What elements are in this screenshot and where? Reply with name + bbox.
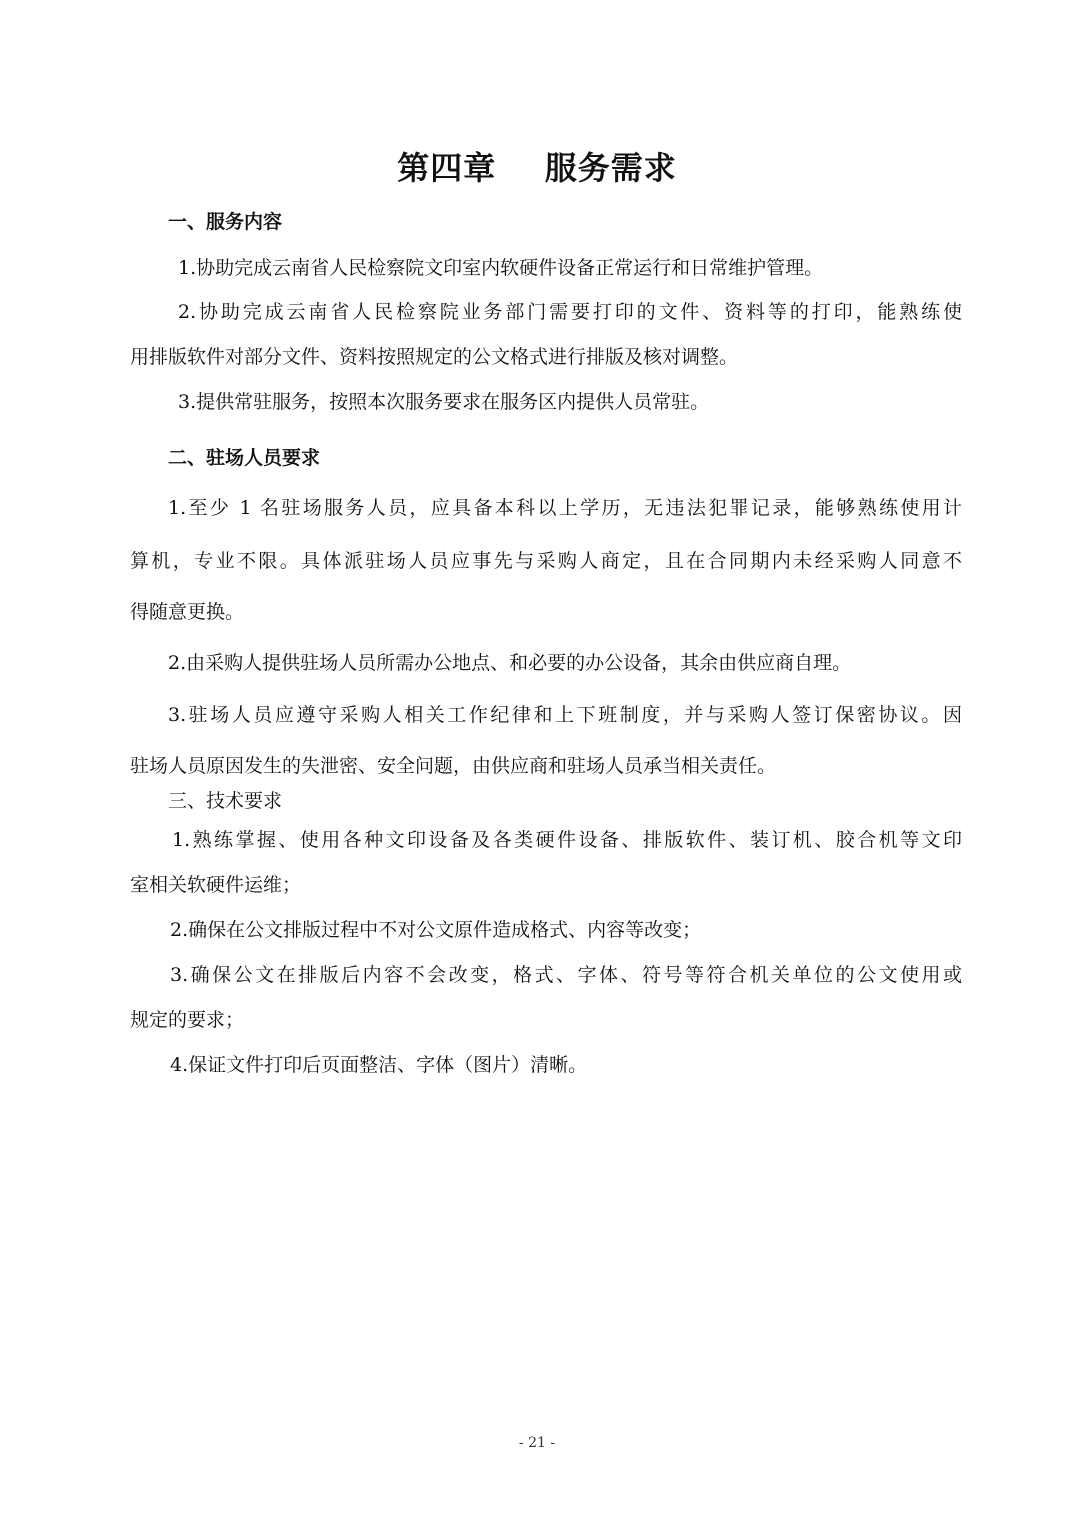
section-heading-technical: 三、技术要求 xyxy=(168,790,283,812)
paragraph-line: 1.协助完成云南省人民检察院文印室内软硬件设备正常运行和日常维护管理。 xyxy=(178,257,824,279)
paragraph-line: 3.提供常驻服务，按照本次服务要求在服务区内提供人员常驻。 xyxy=(178,391,710,413)
paragraph-line: 1.熟练掌握、使用各种文印设备及各类硬件设备、排版软件、装订机、胶合机等文印 xyxy=(172,829,962,851)
paragraph-line: 驻场人员原因发生的失泄密、安全问题，由供应商和驻场人员承当相关责任。 xyxy=(130,755,777,777)
paragraph-line: 规定的要求； xyxy=(130,1009,245,1031)
paragraph-line: 3.确保公文在排版后内容不会改变，格式、字体、符号等符合机关单位的公文使用或 xyxy=(170,964,962,986)
section-heading-onsite-staff: 二、驻场人员要求 xyxy=(168,447,321,469)
paragraph-line: 2.确保在公文排版过程中不对公文原件造成格式、内容等改变； xyxy=(170,919,702,941)
paragraph-line: 3.驻场人员应遵守采购人相关工作纪律和上下班制度，并与采购人签订保密协议。因 xyxy=(168,704,962,726)
chapter-title: 第四章 服务需求 xyxy=(397,149,677,187)
section-heading-service-content: 一、服务内容 xyxy=(168,211,283,233)
paragraph-line: 室相关软硬件运维； xyxy=(130,874,302,896)
page-number: - 21 - xyxy=(518,1435,556,1451)
paragraph-line: 算机，专业不限。具体派驻场人员应事先与采购人商定，且在合同期内未经采购人同意不 xyxy=(130,550,962,572)
paragraph-line: 1.至少 1 名驻场服务人员，应具备本科以上学历，无违法犯罪记录，能够熟练使用计 xyxy=(168,497,962,519)
paragraph-line: 2.协助完成云南省人民检察院业务部门需要打印的文件、资料等的打印，能熟练使 xyxy=(178,301,962,323)
paragraph-line: 2.由采购人提供驻场人员所需办公地点、和必要的办公设备，其余由供应商自理。 xyxy=(168,652,852,674)
paragraph-line: 得随意更换。 xyxy=(130,601,245,623)
paragraph-line: 用排版软件对部分文件、资料按照规定的公文格式进行排版及核对调整。 xyxy=(130,346,739,368)
paragraph-line: 4.保证文件打印后页面整洁、字体（图片）清晰。 xyxy=(170,1054,588,1076)
